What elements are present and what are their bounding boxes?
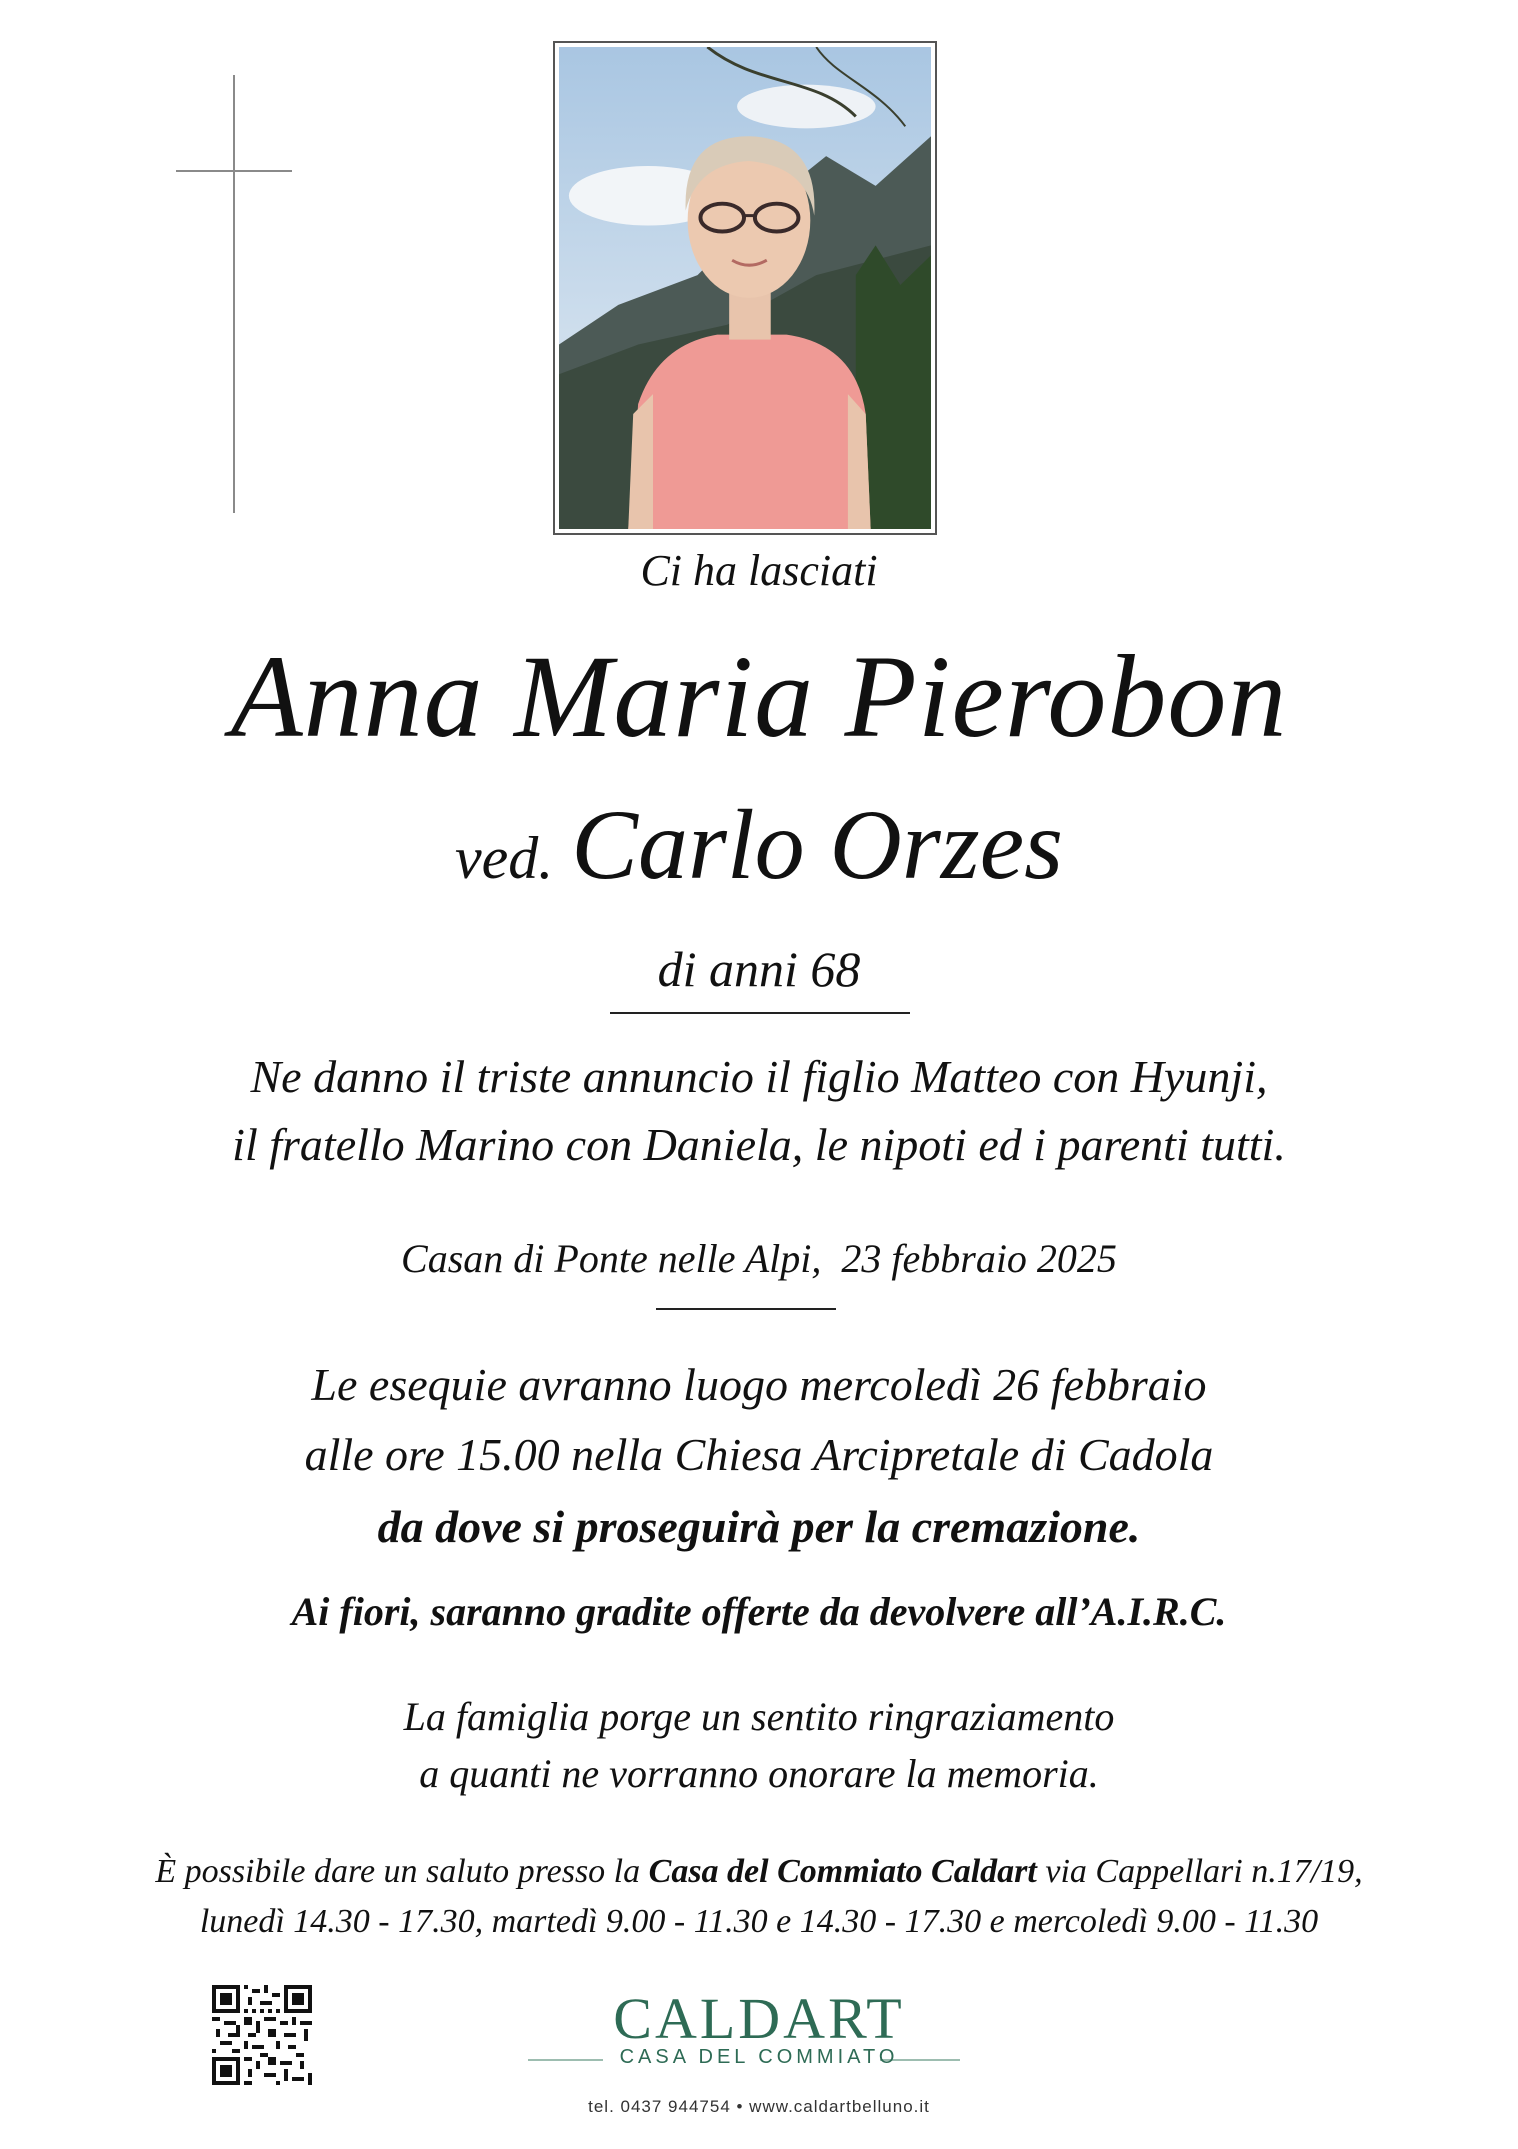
cross-icon-vertical (233, 75, 235, 513)
intro-text: Ci ha lasciati (640, 546, 878, 595)
portrait-photo (553, 41, 937, 535)
divider (610, 1012, 910, 1014)
spouse-line (0, 789, 1518, 900)
funeral-line-2: alle ore 15.00 nella Chiesa Arcipretale di Cadola (304, 1429, 1214, 1480)
portrait-illustration (559, 47, 931, 529)
divider (656, 1308, 836, 1310)
visit-hours: lunedì 14.30 - 17.30, martedì 9.00 - 11.30 e 14.30 - 17.30 e mercoledì 9.00 - 11.30 (199, 1903, 1319, 1940)
place-date: Casan di Ponte nelle Alpi, 23 febbraio 2025 (401, 1236, 1117, 1281)
thanks-line-2: a quanti ne vorranno onorare la memoria. (419, 1751, 1099, 1796)
flowers-note: Ai fiori, saranno gradite offerte da devolvere all’A.I.R.C. (291, 1589, 1227, 1634)
spouse-name: Carlo Orzes (571, 789, 1063, 900)
caldart-logo: CALDART (613, 1986, 905, 2051)
age-text: di anni 68 (657, 941, 861, 997)
visit-prefix: È possibile dare un saluto presso la (155, 1853, 641, 1890)
contact-info[interactable]: tel. 0437 944754 • www.caldartbelluno.it (588, 2097, 930, 2116)
logo-subtitle: CASA DEL COMMIATO (619, 2046, 899, 2068)
announcement-line-2: il fratello Marino con Daniela, le nipoti ed i parenti tutti. (232, 1119, 1286, 1170)
ved-prefix: ved. (454, 825, 554, 891)
visit-suffix: via Cappellari n.17/19, (1045, 1853, 1363, 1890)
cross-icon-horizontal (176, 170, 292, 172)
funeral-line-1: Le esequie avranno luogo mercoledì 26 febbraio (311, 1359, 1207, 1410)
announcement-line-1: Ne danno il triste annuncio il figlio Matteo con Hyunji, (250, 1051, 1268, 1102)
thanks-line-1: La famiglia porge un sentito ringraziamento (403, 1694, 1115, 1739)
visit-place: Casa del Commiato Caldart (648, 1853, 1037, 1890)
funeral-line-3: da dove si proseguirà per la cremazione. (377, 1501, 1141, 1552)
visit-line-1 (0, 1853, 1518, 1891)
deceased-name: Anna Maria Pierobon (230, 631, 1288, 762)
